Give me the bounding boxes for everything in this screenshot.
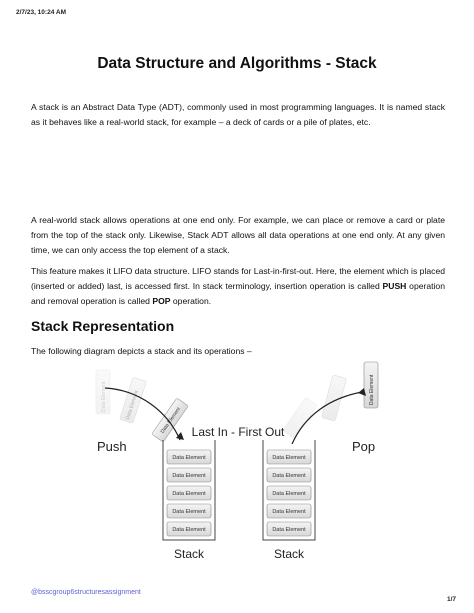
left-stack-label: Stack	[173, 547, 205, 561]
stack-element	[267, 522, 311, 536]
lifo-text-1: This feature makes it LIFO data structure. LIFO stands for Last-in-first-out. Here, the element which is placed (inserted or added) last, is accessed first. In stack terminology, insertion operation is called	[31, 266, 445, 291]
stack-element-label: Data Element	[172, 455, 206, 461]
stack-element	[267, 504, 311, 518]
left-stack-elements	[167, 450, 211, 536]
element-label: Data Element	[101, 381, 107, 412]
section-heading: Stack Representation	[31, 318, 175, 334]
stack-element-label: Data Element	[272, 527, 306, 533]
element-label: Data Element	[124, 389, 140, 421]
lifo-text-2: operation and removal operation is called	[31, 281, 445, 306]
lifo-label: Last In - First Out	[191, 425, 285, 439]
page-number: 1/7	[446, 596, 456, 603]
real-world-paragraph: A real-world stack allows operations at one end only. For example, we can place or remove a card or plate from the top of the stack only. Likewise, Stack ADT allows all data operations at one end only. At any given time, we can only access the top element of a stack.	[31, 215, 445, 255]
stack-element	[167, 486, 211, 500]
stack-element-label: Data Element	[172, 527, 206, 533]
pop-trail-element-2	[322, 375, 347, 421]
pop-label: Pop	[352, 439, 376, 454]
print-timestamp: 2/7/23, 10:24 AM	[16, 9, 66, 16]
push-trail-element-1	[96, 370, 110, 414]
stack-element-label: Data Element	[272, 491, 306, 497]
stack-diagram	[0, 360, 474, 570]
right-stack	[263, 440, 315, 561]
push-trail-element-3	[152, 398, 189, 442]
stack-element	[167, 504, 211, 518]
lifo-text-3: operation.	[170, 296, 212, 306]
stack-element	[267, 468, 311, 482]
stack-element-label: Data Element	[272, 473, 306, 479]
pop-top-element	[364, 362, 378, 408]
stack-element	[267, 486, 311, 500]
stack-element-label: Data Element	[272, 455, 306, 461]
stack-element	[167, 450, 211, 464]
diagram-caption: The following diagram depicts a stack and its operations –	[31, 346, 252, 356]
right-stack-label: Stack	[273, 547, 305, 561]
push-trail-element-2	[119, 377, 146, 423]
stack-element	[167, 522, 211, 536]
lifo-paragraph	[31, 264, 445, 309]
pop-trail-element-1	[283, 398, 317, 439]
right-stack-elements	[267, 450, 311, 536]
push-label: Push	[97, 439, 127, 454]
page-title: Data Structure and Algorithms - Stack	[97, 55, 377, 72]
footer-link[interactable]: @bsscgroup6structuresassignment	[31, 589, 141, 596]
intro-paragraph: A stack is an Abstract Data Type (ADT), commonly used in most programming languages. It is named stack as it behaves like a real-world stack, for example – a deck of cards or a pile of plates, etc.	[31, 102, 445, 127]
pop-term: POP	[152, 296, 171, 306]
stack-element-label: Data Element	[172, 491, 206, 497]
push-term: PUSH	[382, 281, 407, 291]
element-label: Data Element	[159, 406, 182, 435]
stack-element-label: Data Element	[172, 509, 206, 515]
stack-element-label: Data Element	[172, 473, 206, 479]
stack-element	[167, 468, 211, 482]
stack-element-label: Data Element	[272, 509, 306, 515]
stack-element	[267, 450, 311, 464]
element-label: Data Element	[369, 374, 375, 405]
left-stack	[163, 440, 215, 561]
